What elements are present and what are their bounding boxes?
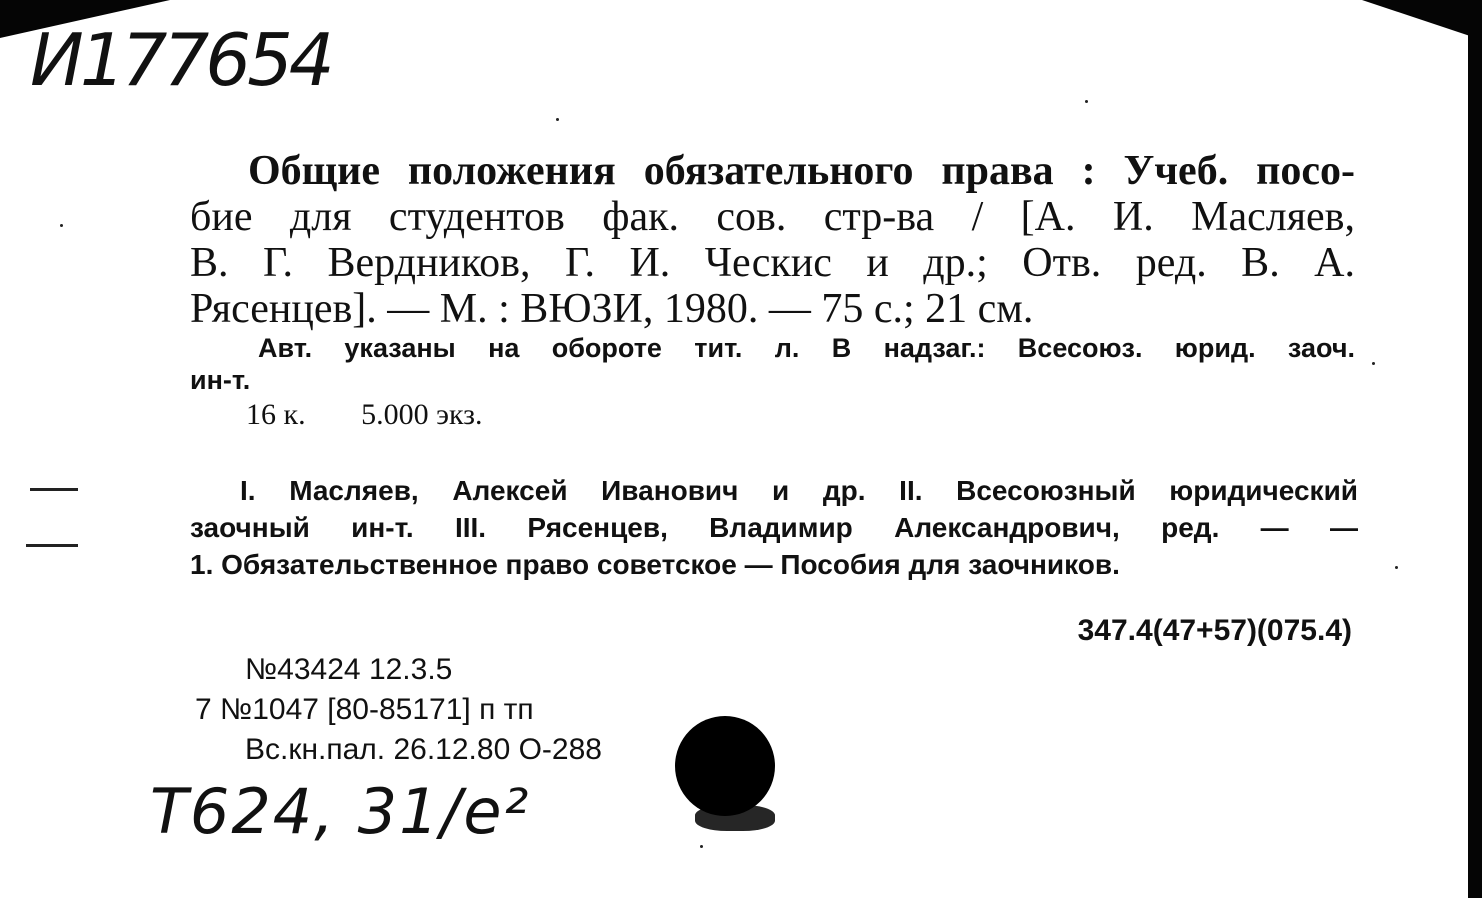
punch-hole	[675, 716, 775, 816]
scan-speck	[556, 118, 559, 121]
tracing-line: 1. Обязательственное право советское — Пособия для заочников.	[190, 549, 1120, 580]
note-line: Авт. указаны на обороте тит. л. В надзаг.: Всесоюз. юрид. заоч.	[258, 333, 1355, 363]
title-line: Общие положения обязательного права : Учеб. посо-	[248, 148, 1355, 194]
imprint-block	[195, 650, 602, 770]
card-edge-shadow	[1362, 0, 1482, 40]
copies: 5.000 экз.	[361, 398, 483, 431]
tracing-line: I. Масляев, Алексей Иванович и др. II. Всесоюзный юридический	[240, 475, 1358, 506]
scan-speck	[1372, 362, 1375, 365]
scan-speck	[1085, 100, 1088, 103]
scan-speck	[700, 845, 703, 848]
scan-speck	[60, 224, 63, 227]
scan-mark	[26, 544, 78, 547]
scan-speck	[1395, 566, 1398, 569]
imprint-line: №43424 12.3.5	[245, 653, 453, 686]
tracing-line: заочный ин-т. III. Рясенцев, Владимир Александрович, ред. — —	[190, 512, 1358, 543]
bibliographic-entry	[190, 148, 1355, 396]
title-line: бие для студентов фак. сов. стр-ва / [А. И. Масляев,	[190, 194, 1355, 240]
imprint-line: Вс.кн.пал. 26.12.80 О-288	[245, 733, 602, 766]
price: 16 к.	[246, 398, 306, 431]
note-line: ин-т.	[190, 365, 251, 395]
udc-index: 347.4(47+57)(075.4)	[1077, 614, 1352, 647]
title-line: В. Г. Вердников, Г. И. Ческис и др.; Отв. ред. В. А.	[190, 240, 1355, 286]
inventory-number: И177654	[30, 18, 331, 102]
punch-hole-smudge	[695, 805, 775, 831]
price-copies-line	[246, 398, 530, 432]
card-edge-shadow	[1468, 0, 1482, 898]
scan-mark	[30, 488, 78, 491]
imprint-line: 7 №1047 [80-85171] п тп	[195, 693, 534, 726]
title-line: Рясенцев]. — М. : ВЮЗИ, 1980. — 75 с.; 21 см.	[190, 286, 1034, 332]
shelf-mark: Т624, 31/е²	[150, 775, 531, 848]
tracings	[190, 472, 1358, 583]
